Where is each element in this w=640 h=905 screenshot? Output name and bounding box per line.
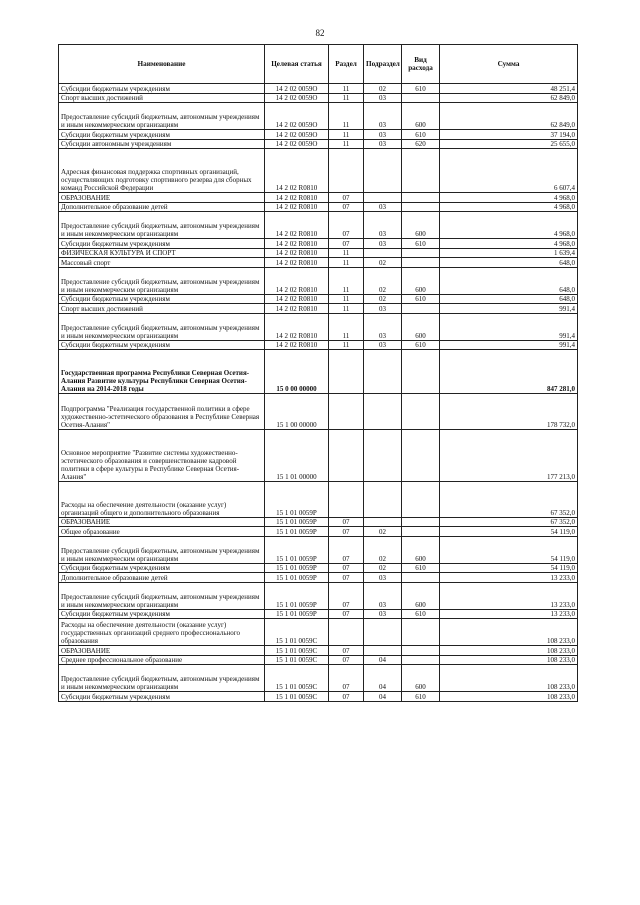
cell-section: 07 — [329, 193, 364, 203]
cell-expense-type — [402, 527, 440, 537]
cell-name: Государственная программа Республики Северная Осетия-Алания Развитие культуры Республики Северная Осетия-Алания на 2014-2018 годы — [59, 350, 265, 394]
cell-subsection: 03 — [364, 582, 402, 609]
cell-expense-type — [402, 93, 440, 103]
cell-name: Предоставление субсидий бюджетным, автономным учреждениям и иным некоммерческим организациям — [59, 313, 265, 340]
cell-expense-type — [402, 149, 440, 193]
cell-name: Общее образование — [59, 527, 265, 537]
cell-subsection: 02 — [364, 536, 402, 563]
page-number: 82 — [315, 28, 325, 38]
cell-amount: 67 352,0 — [440, 517, 578, 527]
cell-name: Предоставление субсидий бюджетным, автономным учреждениям и иным некоммерческим организациям — [59, 665, 265, 692]
cell-subsection: 02 — [364, 84, 402, 94]
cell-expense-type — [402, 482, 440, 517]
cell-amount: 108 233,0 — [440, 665, 578, 692]
cell-name: Адресная финансовая поддержка спортивных организаций, осуществляющих подготовку спортивного резерва для сборных команд Российской Федерации — [59, 149, 265, 193]
cell-amount: 108 233,0 — [440, 692, 578, 702]
table-row — [59, 582, 578, 609]
cell-amount: 991,4 — [440, 304, 578, 314]
cell-expense-type — [402, 573, 440, 583]
cell-section — [329, 619, 364, 646]
cell-section: 11 — [329, 313, 364, 340]
cell-subsection: 04 — [364, 665, 402, 692]
table-row — [59, 294, 578, 304]
cell-subsection — [364, 646, 402, 656]
cell-section: 11 — [329, 139, 364, 149]
cell-target: 15 1 01 0059Р — [265, 609, 329, 619]
cell-expense-type — [402, 202, 440, 212]
cell-subsection — [364, 482, 402, 517]
cell-subsection — [364, 248, 402, 258]
cell-target: 14 2 02 R0810 — [265, 267, 329, 294]
table-row — [59, 84, 578, 94]
cell-section: 07 — [329, 527, 364, 537]
table-row — [59, 429, 578, 482]
table-row — [59, 304, 578, 314]
cell-subsection — [364, 619, 402, 646]
cell-amount: 54 119,0 — [440, 536, 578, 563]
cell-target: 15 1 01 0059С — [265, 646, 329, 656]
table-row — [59, 692, 578, 702]
table-row — [59, 536, 578, 563]
cell-amount: 108 233,0 — [440, 646, 578, 656]
cell-target: 14 2 02 R0810 — [265, 149, 329, 193]
table-row — [59, 619, 578, 646]
cell-expense-type: 610 — [402, 239, 440, 249]
cell-section — [329, 350, 364, 394]
cell-name: Дополнительное образование детей — [59, 573, 265, 583]
cell-amount: 54 119,0 — [440, 563, 578, 573]
cell-section: 07 — [329, 563, 364, 573]
cell-amount: 847 281,0 — [440, 350, 578, 394]
cell-amount: 4 968,0 — [440, 193, 578, 203]
cell-target: 15 1 01 0059Р — [265, 582, 329, 609]
cell-name: Спорт высших достижений — [59, 304, 265, 314]
table-row — [59, 482, 578, 517]
cell-amount: 48 251,4 — [440, 84, 578, 94]
table-row — [59, 93, 578, 103]
table-row — [59, 646, 578, 656]
cell-section: 11 — [329, 304, 364, 314]
cell-subsection: 03 — [364, 139, 402, 149]
cell-expense-type: 610 — [402, 609, 440, 619]
cell-target: 14 2 02 0059О — [265, 129, 329, 139]
cell-subsection — [364, 193, 402, 203]
header-section: Раздел — [329, 45, 364, 84]
cell-expense-type — [402, 619, 440, 646]
header-amount: Сумма — [440, 45, 578, 84]
cell-amount: 54 119,0 — [440, 527, 578, 537]
header-name: Наименование — [59, 45, 265, 84]
cell-subsection — [364, 517, 402, 527]
cell-expense-type — [402, 394, 440, 429]
cell-section: 07 — [329, 202, 364, 212]
cell-expense-type: 600 — [402, 582, 440, 609]
table-row — [59, 202, 578, 212]
cell-section: 11 — [329, 84, 364, 94]
header-subsection: Подраздел — [364, 45, 402, 84]
cell-expense-type — [402, 646, 440, 656]
cell-target: 15 1 01 0059Р — [265, 482, 329, 517]
table-row — [59, 193, 578, 203]
cell-name: Предоставление субсидий бюджетным, автономным учреждениям и иным некоммерческим организациям — [59, 212, 265, 239]
budget-table — [58, 44, 578, 702]
cell-subsection — [364, 350, 402, 394]
cell-name: ОБРАЗОВАНИЕ — [59, 193, 265, 203]
header-target: Целевая статья — [265, 45, 329, 84]
table-row — [59, 258, 578, 268]
cell-name: Основное мероприятие "Развитие системы художественно-эстетического образования и совершенствование кадровой политики в сфере культуры в Республике Северная Осетия-Алания" — [59, 429, 265, 482]
cell-name: Предоставление субсидий бюджетным, автономным учреждениям и иным некоммерческим организациям — [59, 103, 265, 130]
cell-subsection: 03 — [364, 609, 402, 619]
table-body — [59, 84, 578, 702]
cell-expense-type: 610 — [402, 84, 440, 94]
cell-target: 14 2 02 R0810 — [265, 193, 329, 203]
cell-target: 14 2 02 R0810 — [265, 212, 329, 239]
cell-section: 11 — [329, 248, 364, 258]
cell-amount: 37 194,0 — [440, 129, 578, 139]
cell-target: 15 1 01 0059Р — [265, 563, 329, 573]
cell-expense-type: 610 — [402, 563, 440, 573]
cell-section: 11 — [329, 294, 364, 304]
cell-section: 07 — [329, 655, 364, 665]
cell-subsection: 03 — [364, 573, 402, 583]
cell-expense-type — [402, 517, 440, 527]
cell-amount: 4 968,0 — [440, 212, 578, 239]
cell-subsection: 02 — [364, 258, 402, 268]
cell-subsection: 03 — [364, 239, 402, 249]
cell-expense-type: 610 — [402, 129, 440, 139]
cell-name: Субсидии бюджетным учреждениям — [59, 84, 265, 94]
cell-target: 15 1 01 0059Р — [265, 527, 329, 537]
cell-name: Спорт высших достижений — [59, 93, 265, 103]
cell-subsection: 03 — [364, 212, 402, 239]
cell-subsection: 04 — [364, 692, 402, 702]
cell-subsection: 02 — [364, 267, 402, 294]
cell-target: 15 1 01 0059С — [265, 692, 329, 702]
cell-target: 15 1 00 00000 — [265, 394, 329, 429]
table-row — [59, 313, 578, 340]
cell-name: Массовый спорт — [59, 258, 265, 268]
table-row — [59, 563, 578, 573]
table-row — [59, 212, 578, 239]
cell-section: 07 — [329, 212, 364, 239]
cell-target: 14 2 02 R0810 — [265, 304, 329, 314]
table-row — [59, 573, 578, 583]
cell-target: 14 2 02 R0810 — [265, 313, 329, 340]
cell-subsection: 03 — [364, 304, 402, 314]
cell-expense-type: 610 — [402, 294, 440, 304]
cell-section: 11 — [329, 93, 364, 103]
cell-target: 15 1 01 0059С — [265, 619, 329, 646]
cell-section: 07 — [329, 646, 364, 656]
cell-subsection: 03 — [364, 129, 402, 139]
cell-amount: 991,4 — [440, 340, 578, 350]
cell-section: 11 — [329, 340, 364, 350]
cell-subsection: 02 — [364, 563, 402, 573]
cell-name: Дополнительное образование детей — [59, 202, 265, 212]
cell-expense-type: 600 — [402, 267, 440, 294]
cell-target: 14 2 02 0059О — [265, 84, 329, 94]
cell-subsection: 03 — [364, 313, 402, 340]
cell-section — [329, 149, 364, 193]
table-row — [59, 517, 578, 527]
cell-amount: 648,0 — [440, 267, 578, 294]
cell-amount: 108 233,0 — [440, 655, 578, 665]
cell-section: 07 — [329, 536, 364, 563]
cell-subsection — [364, 429, 402, 482]
cell-section — [329, 482, 364, 517]
cell-section: 07 — [329, 517, 364, 527]
cell-expense-type — [402, 248, 440, 258]
cell-section: 07 — [329, 239, 364, 249]
cell-section: 07 — [329, 609, 364, 619]
cell-amount: 62 849,0 — [440, 103, 578, 130]
cell-name: ФИЗИЧЕСКАЯ КУЛЬТУРА И СПОРТ — [59, 248, 265, 258]
cell-expense-type: 600 — [402, 103, 440, 130]
cell-section — [329, 394, 364, 429]
cell-target: 14 2 02 R0810 — [265, 340, 329, 350]
cell-subsection — [364, 394, 402, 429]
cell-name: Субсидии бюджетным учреждениям — [59, 239, 265, 249]
cell-target: 14 2 02 R0810 — [265, 294, 329, 304]
cell-target: 14 2 02 R0810 — [265, 239, 329, 249]
cell-section: 11 — [329, 103, 364, 130]
cell-section: 07 — [329, 582, 364, 609]
cell-expense-type: 600 — [402, 665, 440, 692]
cell-target: 14 2 02 R0810 — [265, 258, 329, 268]
cell-expense-type: 620 — [402, 139, 440, 149]
cell-name: Субсидии бюджетным учреждениям — [59, 294, 265, 304]
cell-expense-type: 610 — [402, 692, 440, 702]
cell-target: 14 2 02 R0810 — [265, 202, 329, 212]
cell-section — [329, 429, 364, 482]
cell-expense-type: 600 — [402, 536, 440, 563]
cell-target: 15 1 01 00000 — [265, 429, 329, 482]
cell-section: 11 — [329, 267, 364, 294]
cell-name: Среднее профессиональное образование — [59, 655, 265, 665]
cell-amount: 178 732,0 — [440, 394, 578, 429]
cell-subsection: 04 — [364, 655, 402, 665]
table-row — [59, 394, 578, 429]
cell-amount: 6 607,4 — [440, 149, 578, 193]
cell-subsection: 02 — [364, 527, 402, 537]
cell-name: Предоставление субсидий бюджетным, автономным учреждениям и иным некоммерческим организациям — [59, 536, 265, 563]
cell-amount: 991,4 — [440, 313, 578, 340]
table-row — [59, 248, 578, 258]
table-row — [59, 609, 578, 619]
table-row — [59, 665, 578, 692]
cell-name: Субсидии бюджетным учреждениям — [59, 609, 265, 619]
cell-amount: 67 352,0 — [440, 482, 578, 517]
cell-target: 15 1 01 0059Р — [265, 517, 329, 527]
cell-target: 15 1 01 0059Р — [265, 573, 329, 583]
cell-target: 14 2 02 R0810 — [265, 248, 329, 258]
table-row — [59, 239, 578, 249]
table-row — [59, 655, 578, 665]
cell-amount: 177 213,0 — [440, 429, 578, 482]
cell-subsection: 03 — [364, 93, 402, 103]
cell-name: Субсидии бюджетным учреждениям — [59, 563, 265, 573]
cell-name: Расходы на обеспечение деятельности (оказание услуг) государственных организаций среднего профессионального образования — [59, 619, 265, 646]
cell-amount: 1 639,4 — [440, 248, 578, 258]
table-row — [59, 129, 578, 139]
cell-amount: 648,0 — [440, 258, 578, 268]
header-expense-type: Вид расхода — [402, 45, 440, 84]
cell-target: 14 2 02 0059О — [265, 93, 329, 103]
table-row — [59, 340, 578, 350]
cell-name: Субсидии бюджетным учреждениям — [59, 340, 265, 350]
table-row — [59, 139, 578, 149]
cell-subsection: 03 — [364, 103, 402, 130]
cell-name: Предоставление субсидий бюджетным, автономным учреждениям и иным некоммерческим организациям — [59, 582, 265, 609]
cell-expense-type: 600 — [402, 313, 440, 340]
table-row — [59, 103, 578, 130]
cell-target: 15 1 01 0059С — [265, 665, 329, 692]
table-header-row — [59, 45, 578, 84]
cell-subsection: 03 — [364, 340, 402, 350]
cell-name: ОБРАЗОВАНИЕ — [59, 517, 265, 527]
table-row — [59, 267, 578, 294]
table-row — [59, 350, 578, 394]
cell-expense-type — [402, 193, 440, 203]
table-row — [59, 527, 578, 537]
cell-name: Подпрограмма "Реализация государственной политики в сфере художественно-эстетического образования в Республике Северная Осетия-Алания" — [59, 394, 265, 429]
cell-expense-type: 610 — [402, 340, 440, 350]
cell-amount: 108 233,0 — [440, 619, 578, 646]
cell-target: 15 1 01 0059С — [265, 655, 329, 665]
cell-name: Субсидии бюджетным учреждениям — [59, 129, 265, 139]
cell-section: 07 — [329, 573, 364, 583]
cell-subsection — [364, 149, 402, 193]
cell-target: 14 2 02 0059О — [265, 139, 329, 149]
cell-amount: 13 233,0 — [440, 582, 578, 609]
cell-expense-type — [402, 258, 440, 268]
cell-amount: 25 655,0 — [440, 139, 578, 149]
cell-subsection: 02 — [364, 294, 402, 304]
cell-section: 11 — [329, 258, 364, 268]
cell-section: 11 — [329, 129, 364, 139]
cell-section: 07 — [329, 665, 364, 692]
cell-name: Предоставление субсидий бюджетным, автономным учреждениям и иным некоммерческим организациям — [59, 267, 265, 294]
cell-expense-type — [402, 429, 440, 482]
cell-name: Расходы на обеспечение деятельности (оказание услуг) организаций общего и дополнительного образования — [59, 482, 265, 517]
cell-expense-type: 600 — [402, 212, 440, 239]
cell-amount: 13 233,0 — [440, 609, 578, 619]
cell-target: 15 1 01 0059Р — [265, 536, 329, 563]
table-row — [59, 149, 578, 193]
cell-subsection: 03 — [364, 202, 402, 212]
cell-target: 15 0 00 00000 — [265, 350, 329, 394]
cell-expense-type — [402, 304, 440, 314]
cell-amount: 13 233,0 — [440, 573, 578, 583]
cell-name: Субсидии бюджетным учреждениям — [59, 692, 265, 702]
cell-amount: 62 849,0 — [440, 93, 578, 103]
cell-amount: 4 968,0 — [440, 239, 578, 249]
cell-amount: 648,0 — [440, 294, 578, 304]
cell-target: 14 2 02 0059О — [265, 103, 329, 130]
cell-expense-type — [402, 350, 440, 394]
cell-section: 07 — [329, 692, 364, 702]
cell-name: ОБРАЗОВАНИЕ — [59, 646, 265, 656]
cell-amount: 4 968,0 — [440, 202, 578, 212]
cell-expense-type — [402, 655, 440, 665]
cell-name: Субсидии автономным учреждениям — [59, 139, 265, 149]
